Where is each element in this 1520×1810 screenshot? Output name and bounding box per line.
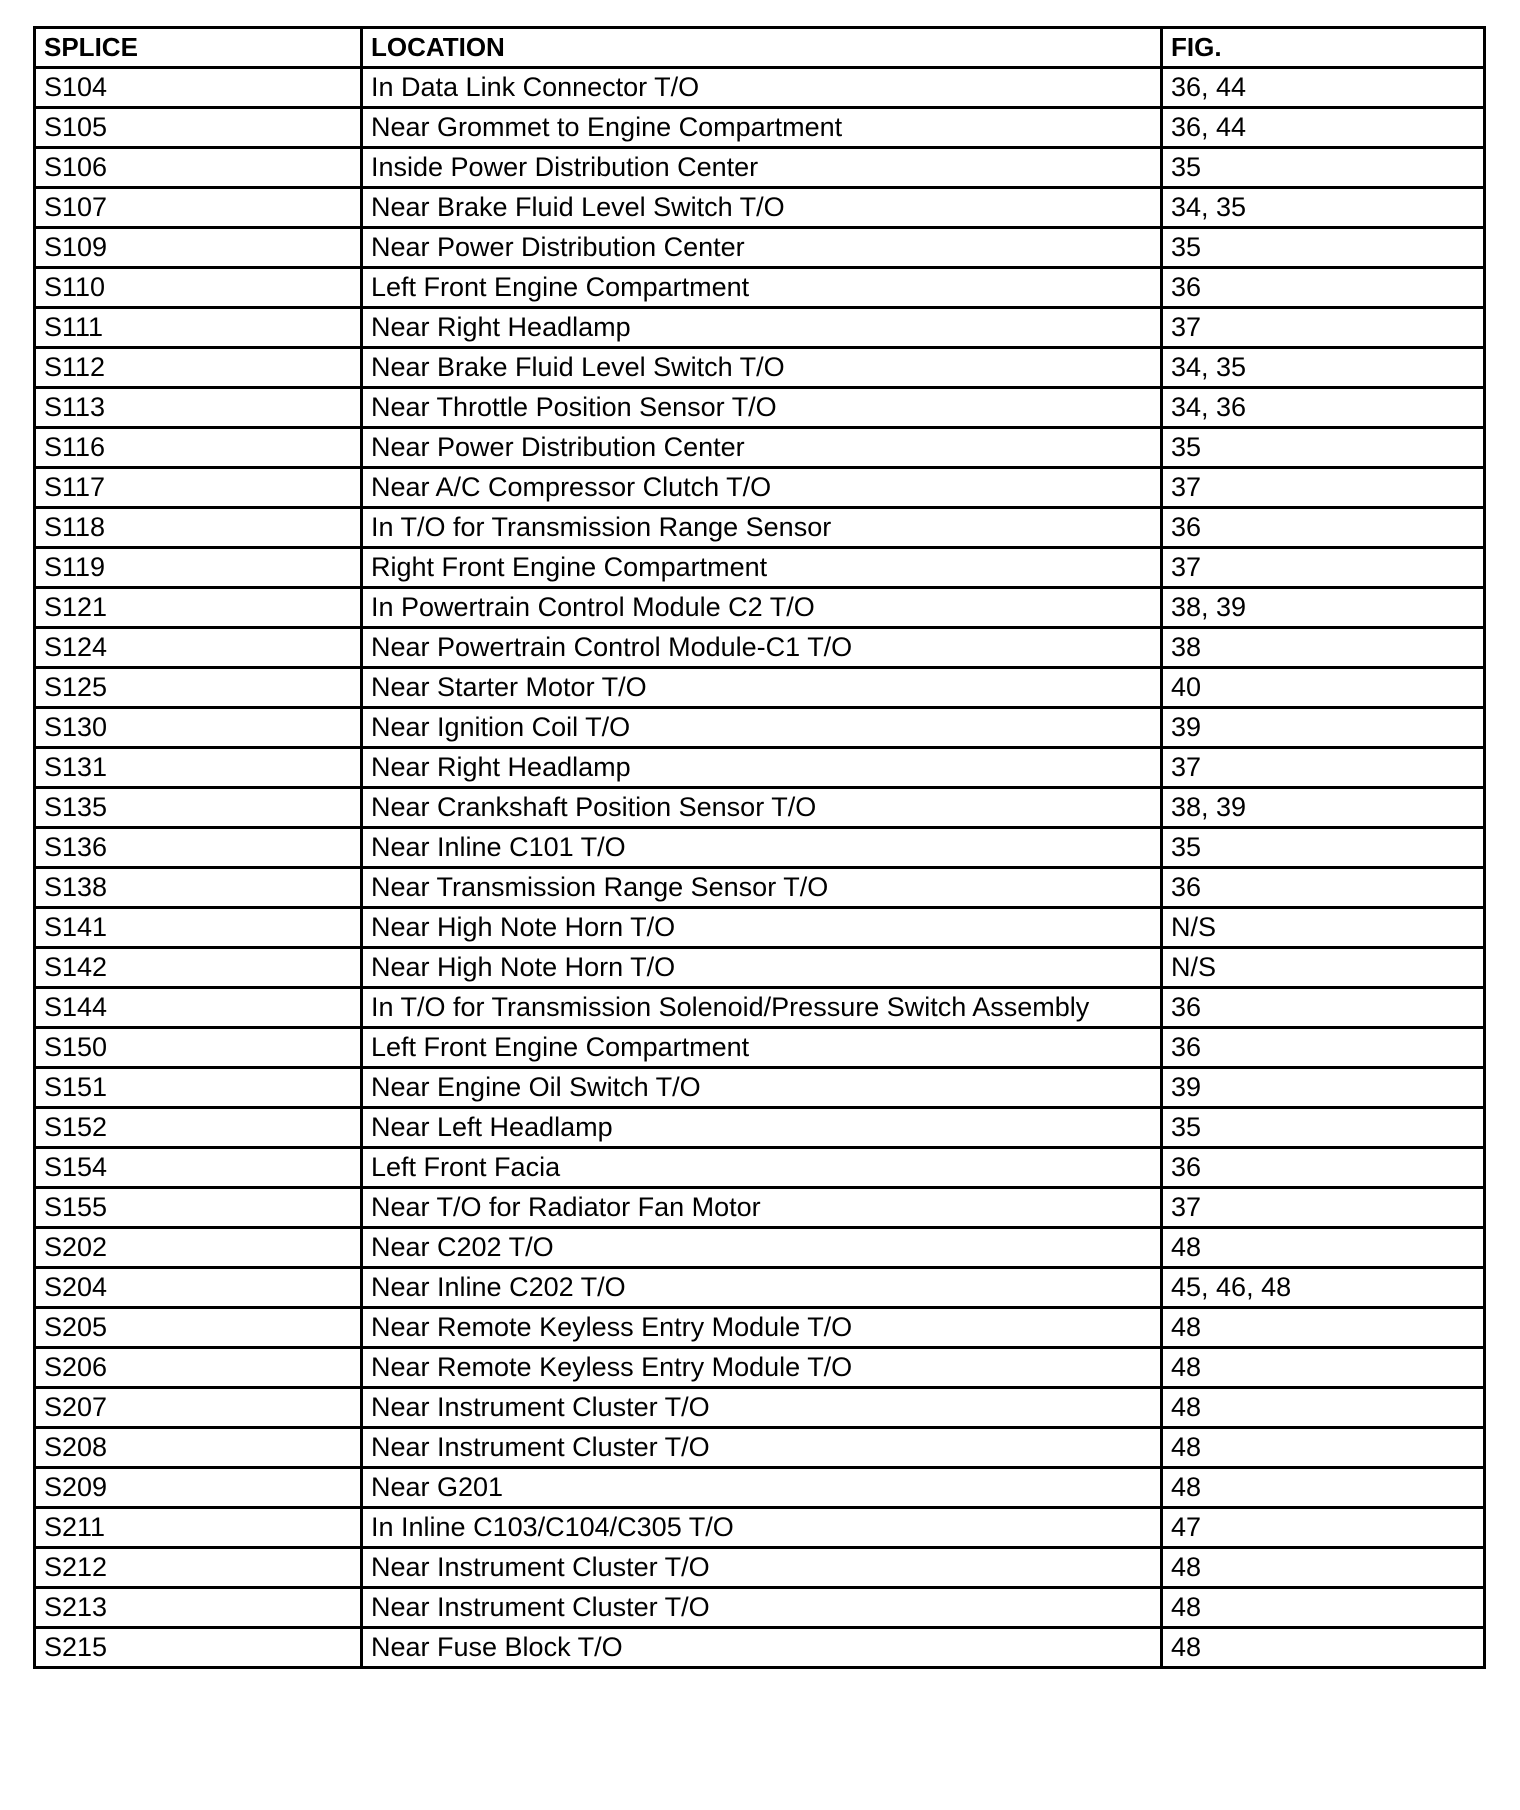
splice-cell: S106 <box>35 148 362 188</box>
fig-cell: 37 <box>1162 748 1485 788</box>
table-row <box>35 468 1485 508</box>
splice-cell: S119 <box>35 548 362 588</box>
location-cell: In T/O for Transmission Range Sensor <box>362 508 1162 548</box>
table-row <box>35 1268 1485 1308</box>
table-row <box>35 748 1485 788</box>
fig-cell: 48 <box>1162 1468 1485 1508</box>
fig-cell: 40 <box>1162 668 1485 708</box>
splice-cell: S144 <box>35 988 362 1028</box>
location-cell: Near Ignition Coil T/O <box>362 708 1162 748</box>
location-cell: Left Front Facia <box>362 1148 1162 1188</box>
location-cell: Inside Power Distribution Center <box>362 148 1162 188</box>
table-row <box>35 1068 1485 1108</box>
splice-cell: S154 <box>35 1148 362 1188</box>
splice-cell: S205 <box>35 1308 362 1348</box>
splice-cell: S124 <box>35 628 362 668</box>
splice-cell: S121 <box>35 588 362 628</box>
splice-cell: S105 <box>35 108 362 148</box>
location-cell: Near Left Headlamp <box>362 1108 1162 1148</box>
table-row <box>35 508 1485 548</box>
table-row <box>35 308 1485 348</box>
table-row <box>35 1388 1485 1428</box>
splice-cell: S142 <box>35 948 362 988</box>
splice-cell: S215 <box>35 1628 362 1668</box>
table-row <box>35 908 1485 948</box>
splice-location-table <box>33 26 1486 1669</box>
table-row <box>35 708 1485 748</box>
splice-cell: S109 <box>35 228 362 268</box>
location-cell: Near Fuse Block T/O <box>362 1628 1162 1668</box>
location-cell: Near C202 T/O <box>362 1228 1162 1268</box>
fig-cell: 35 <box>1162 148 1485 188</box>
splice-cell: S151 <box>35 1068 362 1108</box>
table-row <box>35 548 1485 588</box>
fig-cell: 37 <box>1162 548 1485 588</box>
table-row <box>35 388 1485 428</box>
table-row <box>35 628 1485 668</box>
splice-cell: S211 <box>35 1508 362 1548</box>
splice-cell: S206 <box>35 1348 362 1388</box>
location-cell: Near G201 <box>362 1468 1162 1508</box>
splice-cell: S138 <box>35 868 362 908</box>
location-cell: Near Instrument Cluster T/O <box>362 1548 1162 1588</box>
table-row <box>35 1308 1485 1348</box>
splice-cell: S111 <box>35 308 362 348</box>
location-cell: Right Front Engine Compartment <box>362 548 1162 588</box>
fig-cell: 45, 46, 48 <box>1162 1268 1485 1308</box>
fig-cell: 36 <box>1162 868 1485 908</box>
splice-cell: S110 <box>35 268 362 308</box>
table-row <box>35 1428 1485 1468</box>
fig-cell: 34, 36 <box>1162 388 1485 428</box>
fig-cell: 38 <box>1162 628 1485 668</box>
splice-cell: S204 <box>35 1268 362 1308</box>
fig-cell: 36 <box>1162 988 1485 1028</box>
location-cell: Near Instrument Cluster T/O <box>362 1588 1162 1628</box>
location-cell: Near Remote Keyless Entry Module T/O <box>362 1348 1162 1388</box>
location-cell: Near Power Distribution Center <box>362 228 1162 268</box>
fig-cell: 36, 44 <box>1162 108 1485 148</box>
fig-cell: 37 <box>1162 468 1485 508</box>
location-cell: Near Instrument Cluster T/O <box>362 1388 1162 1428</box>
location-cell: Near Powertrain Control Module-C1 T/O <box>362 628 1162 668</box>
location-cell: Near High Note Horn T/O <box>362 908 1162 948</box>
table-row <box>35 148 1485 188</box>
splice-cell: S113 <box>35 388 362 428</box>
splice-cell: S155 <box>35 1188 362 1228</box>
fig-cell: N/S <box>1162 908 1485 948</box>
table-row <box>35 188 1485 228</box>
splice-cell: S136 <box>35 828 362 868</box>
table-row <box>35 948 1485 988</box>
table-row <box>35 1348 1485 1388</box>
fig-cell: 36 <box>1162 1028 1485 1068</box>
splice-cell: S150 <box>35 1028 362 1068</box>
splice-cell: S135 <box>35 788 362 828</box>
table-row <box>35 1228 1485 1268</box>
table-row <box>35 1508 1485 1548</box>
location-cell: Near Remote Keyless Entry Module T/O <box>362 1308 1162 1348</box>
table-row <box>35 1588 1485 1628</box>
splice-cell: S112 <box>35 348 362 388</box>
table-row <box>35 1548 1485 1588</box>
location-cell: Near Power Distribution Center <box>362 428 1162 468</box>
table-row <box>35 1188 1485 1228</box>
fig-cell: 39 <box>1162 708 1485 748</box>
fig-cell: 48 <box>1162 1428 1485 1468</box>
location-cell: Left Front Engine Compartment <box>362 1028 1162 1068</box>
header-fig: FIG. <box>1162 28 1485 68</box>
fig-cell: 38, 39 <box>1162 588 1485 628</box>
splice-cell: S116 <box>35 428 362 468</box>
table-row <box>35 1028 1485 1068</box>
location-cell: Near Right Headlamp <box>362 748 1162 788</box>
table-row <box>35 428 1485 468</box>
splice-cell: S131 <box>35 748 362 788</box>
table-row <box>35 828 1485 868</box>
splice-cell: S207 <box>35 1388 362 1428</box>
table-row <box>35 68 1485 108</box>
fig-cell: 36 <box>1162 268 1485 308</box>
location-cell: Left Front Engine Compartment <box>362 268 1162 308</box>
location-cell: Near T/O for Radiator Fan Motor <box>362 1188 1162 1228</box>
table-row <box>35 1628 1485 1668</box>
splice-cell: S213 <box>35 1588 362 1628</box>
fig-cell: 36 <box>1162 508 1485 548</box>
location-cell: Near Brake Fluid Level Switch T/O <box>362 348 1162 388</box>
fig-cell: 35 <box>1162 428 1485 468</box>
location-cell: In Data Link Connector T/O <box>362 68 1162 108</box>
splice-cell: S117 <box>35 468 362 508</box>
splice-cell: S130 <box>35 708 362 748</box>
fig-cell: 39 <box>1162 1068 1485 1108</box>
location-cell: Near Inline C101 T/O <box>362 828 1162 868</box>
fig-cell: 34, 35 <box>1162 188 1485 228</box>
splice-cell: S202 <box>35 1228 362 1268</box>
fig-cell: N/S <box>1162 948 1485 988</box>
splice-cell: S125 <box>35 668 362 708</box>
table-row <box>35 108 1485 148</box>
table-row <box>35 868 1485 908</box>
location-cell: Near Starter Motor T/O <box>362 668 1162 708</box>
splice-cell: S118 <box>35 508 362 548</box>
location-cell: Near Brake Fluid Level Switch T/O <box>362 188 1162 228</box>
fig-cell: 48 <box>1162 1588 1485 1628</box>
splice-cell: S212 <box>35 1548 362 1588</box>
table-row <box>35 668 1485 708</box>
fig-cell: 48 <box>1162 1308 1485 1348</box>
fig-cell: 48 <box>1162 1628 1485 1668</box>
fig-cell: 48 <box>1162 1348 1485 1388</box>
fig-cell: 35 <box>1162 1108 1485 1148</box>
fig-cell: 37 <box>1162 1188 1485 1228</box>
header-row <box>35 28 1485 68</box>
location-cell: Near A/C Compressor Clutch T/O <box>362 468 1162 508</box>
table-row <box>35 988 1485 1028</box>
header-location: LOCATION <box>362 28 1162 68</box>
splice-cell: S141 <box>35 908 362 948</box>
table-row <box>35 1108 1485 1148</box>
splice-cell: S208 <box>35 1428 362 1468</box>
table-row <box>35 588 1485 628</box>
location-cell: Near Inline C202 T/O <box>362 1268 1162 1308</box>
table-row <box>35 1148 1485 1188</box>
splice-cell: S209 <box>35 1468 362 1508</box>
table-row <box>35 268 1485 308</box>
location-cell: Near Throttle Position Sensor T/O <box>362 388 1162 428</box>
fig-cell: 36, 44 <box>1162 68 1485 108</box>
location-cell: Near High Note Horn T/O <box>362 948 1162 988</box>
location-cell: Near Transmission Range Sensor T/O <box>362 868 1162 908</box>
location-cell: Near Right Headlamp <box>362 308 1162 348</box>
fig-cell: 38, 39 <box>1162 788 1485 828</box>
fig-cell: 37 <box>1162 308 1485 348</box>
fig-cell: 34, 35 <box>1162 348 1485 388</box>
table-row <box>35 788 1485 828</box>
table-row <box>35 228 1485 268</box>
location-cell: In T/O for Transmission Solenoid/Pressure Switch Assembly <box>362 988 1162 1028</box>
fig-cell: 47 <box>1162 1508 1485 1548</box>
fig-cell: 48 <box>1162 1388 1485 1428</box>
location-cell: In Powertrain Control Module C2 T/O <box>362 588 1162 628</box>
fig-cell: 35 <box>1162 828 1485 868</box>
splice-cell: S107 <box>35 188 362 228</box>
splice-cell: S152 <box>35 1108 362 1148</box>
splice-cell: S104 <box>35 68 362 108</box>
fig-cell: 48 <box>1162 1548 1485 1588</box>
location-cell: In Inline C103/C104/C305 T/O <box>362 1508 1162 1548</box>
location-cell: Near Instrument Cluster T/O <box>362 1428 1162 1468</box>
table-row <box>35 348 1485 388</box>
table-body <box>35 68 1485 1668</box>
header-splice: SPLICE <box>35 28 362 68</box>
fig-cell: 36 <box>1162 1148 1485 1188</box>
location-cell: Near Crankshaft Position Sensor T/O <box>362 788 1162 828</box>
fig-cell: 48 <box>1162 1228 1485 1268</box>
table-row <box>35 1468 1485 1508</box>
location-cell: Near Grommet to Engine Compartment <box>362 108 1162 148</box>
table-header <box>35 28 1485 68</box>
location-cell: Near Engine Oil Switch T/O <box>362 1068 1162 1108</box>
fig-cell: 35 <box>1162 228 1485 268</box>
